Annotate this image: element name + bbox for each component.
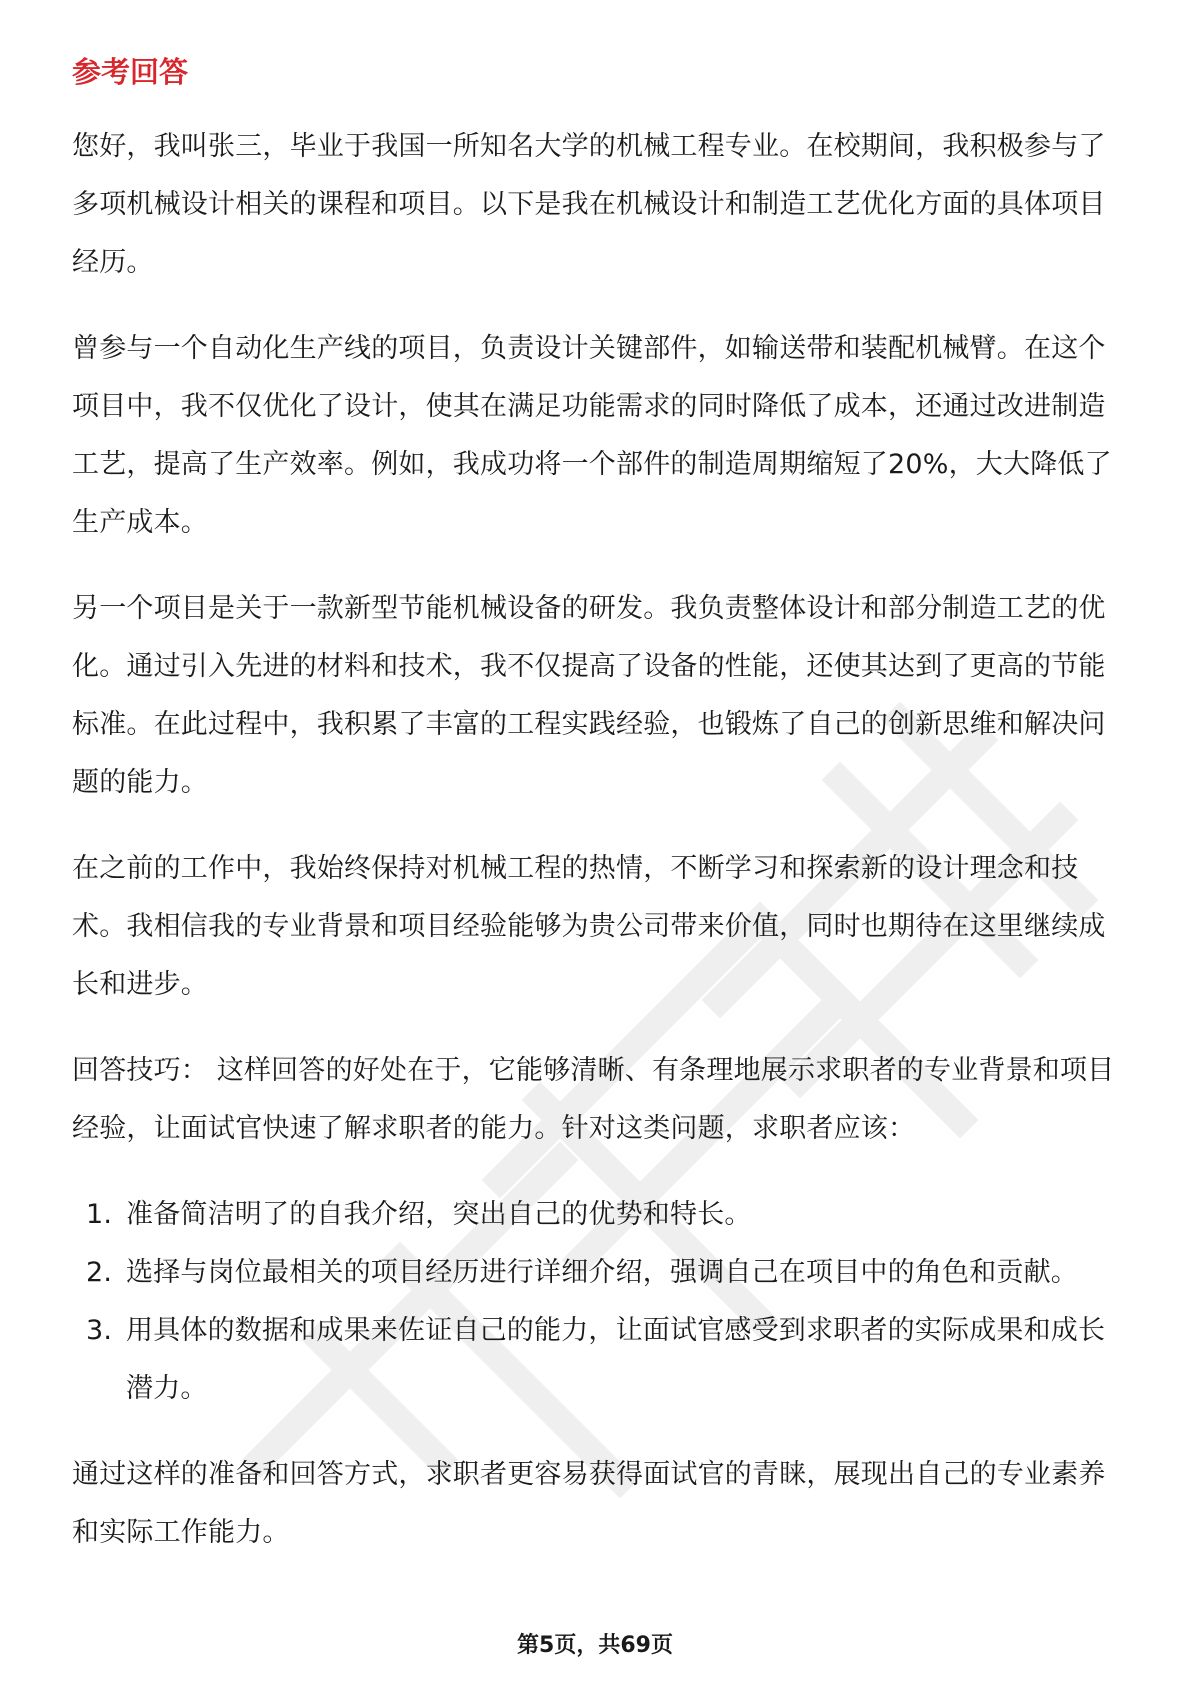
list-item: [72, 1244, 1132, 1302]
paragraph-summary: 在之前的工作中，我始终保持对机械工程的热情，不断学习和探索新的设计理念和技术。我相信我的专业背景和项目经验能够为贵公司带来价值，同时也期待在这里继续成长和进步。: [72, 853, 1106, 1000]
document-page: [72, 48, 1132, 1590]
paragraph-project-1: 曾参与一个自动化生产线的项目，负责设计关键部件，如输送带和装配机械臂。在这个项目中，我不仅优化了设计，使其在满足功能需求的同时降低了成本，还通过改进制造工艺，提高了生产效率。例如，我成功将一个部件的制造周期缩短了20%，大大降低了生产成本。: [72, 333, 1112, 538]
paragraph-tips-intro: 回答技巧： 这样回答的好处在于，它能够清晰、有条理地展示求职者的专业背景和项目经验，让面试官快速了解求职者的能力。针对这类问题，求职者应该：: [72, 1055, 1115, 1144]
list-item-number: 3.: [86, 1315, 113, 1346]
list-item-number: 1.: [86, 1199, 113, 1230]
paragraph-closing: 通过这样的准备和回答方式，求职者更容易获得面试官的青睐，展现出自己的专业素养和实际工作能力。: [72, 1459, 1106, 1548]
list-item-text: 准备简洁明了的自我介绍，突出自己的优势和特长。: [126, 1199, 752, 1230]
list-item-text: 用具体的数据和成果来佐证自己的能力，让面试官感受到求职者的实际成果和成长潜力。: [126, 1315, 1106, 1404]
list-item: [72, 1186, 1132, 1244]
list-item-text: 选择与岗位最相关的项目经历进行详细介绍，强调自己在项目中的角色和贡献。: [126, 1257, 1078, 1288]
section-title: 参考回答: [72, 55, 189, 89]
tips-list: [72, 1186, 1132, 1418]
paragraph-intro: 您好，我叫张三，毕业于我国一所知名大学的机械工程专业。在校期间，我积极参与了多项机械设计相关的课程和项目。以下是我在机械设计和制造工艺优化方面的具体项目经历。: [72, 131, 1106, 278]
page-number: 第5页，共69页: [517, 1633, 673, 1658]
list-item-number: 2.: [86, 1257, 113, 1288]
paragraph-project-2: 另一个项目是关于一款新型节能机械设备的研发。我负责整体设计和部分制造工艺的优化。通过引入先进的材料和技术，我不仅提高了设备的性能，还使其达到了更高的节能标准。在此过程中，我积累了丰富的工程实践经验，也锻炼了自己的创新思维和解决问题的能力。: [72, 593, 1106, 798]
list-item: [72, 1302, 1132, 1418]
